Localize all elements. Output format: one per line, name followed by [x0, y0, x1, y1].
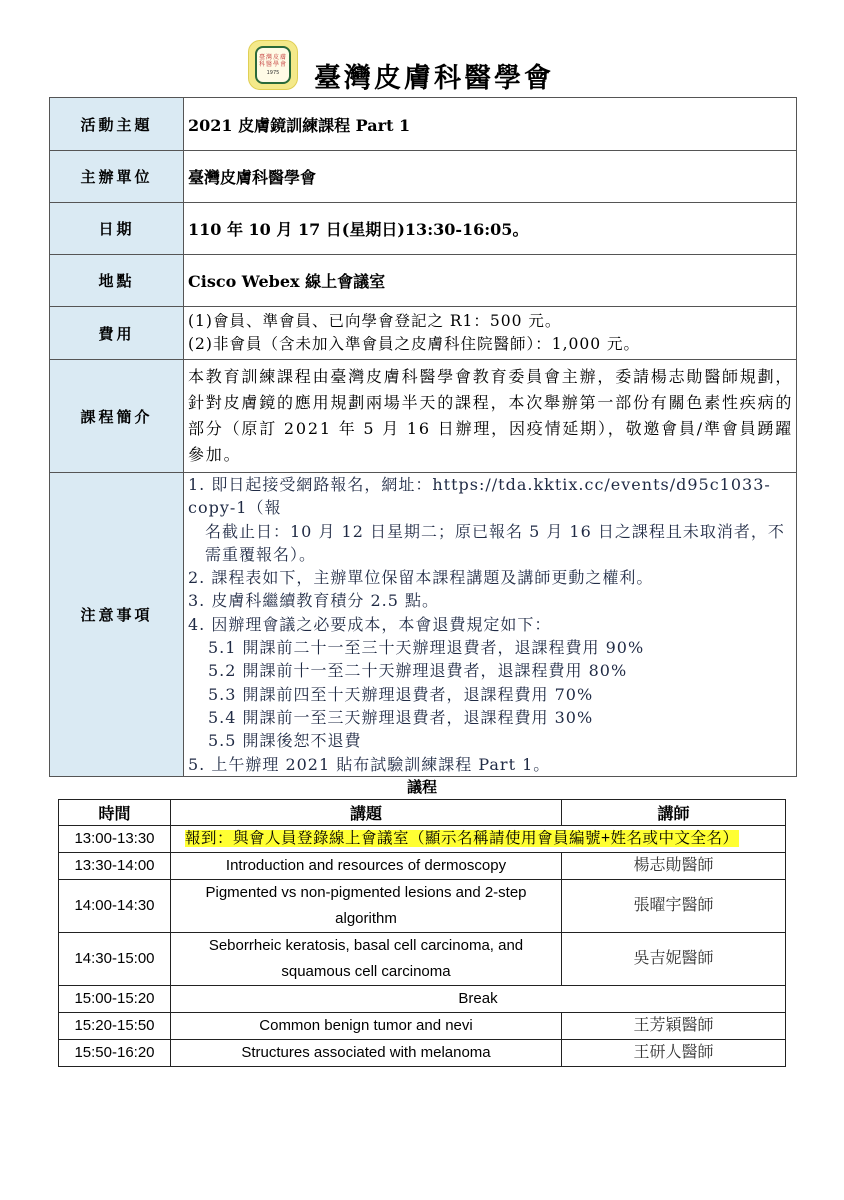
agenda-header-topic: 講題: [171, 800, 562, 826]
agenda-header-speaker: 講師: [562, 800, 786, 826]
logo-text: 臺灣皮膚 科醫學會: [258, 54, 287, 68]
agenda-row: [59, 853, 786, 880]
agenda-time: 15:00-15:20: [59, 986, 171, 1013]
agenda-row: [59, 1013, 786, 1040]
agenda-topic: Structures associated with melanoma: [171, 1040, 562, 1067]
logo-seal-inner: [255, 46, 291, 84]
agenda-speaker: 楊志勛醫師: [562, 853, 786, 880]
agenda-speaker: 張曜宇醫師: [562, 880, 786, 933]
agenda-topic: Introduction and resources of dermoscopy: [171, 853, 562, 880]
info-label-intro: 課程簡介: [50, 360, 184, 473]
note-item: 4. 因辦理會議之必要成本，本會退費規定如下：: [188, 614, 552, 634]
info-value-topic: 2021 皮膚鏡訓練課程 Part 1: [184, 98, 797, 151]
info-label-fee: 費用: [50, 307, 184, 360]
agenda-speaker: 王研人醫師: [562, 1040, 786, 1067]
agenda-row: [59, 933, 786, 986]
info-label-organizer: 主辦單位: [50, 151, 184, 203]
agenda-time: 15:20-15:50: [59, 1013, 171, 1040]
event-info-table: [49, 97, 797, 777]
info-row-date: [50, 203, 797, 255]
refund-rule: 5.1 開課前二十一至三十天辦理退費者，退課程費用 90%: [208, 638, 645, 658]
document-header: [248, 40, 568, 96]
info-value-notes: [184, 473, 797, 777]
refund-rule: 5.3 開課前四至十天辦理退費者，退課程費用 70%: [208, 684, 594, 704]
info-label-notes: 注意事項: [50, 473, 184, 777]
agenda-break: Break: [171, 986, 786, 1013]
agenda-row: [59, 880, 786, 933]
agenda-row: [59, 826, 786, 853]
fee-nonmember-line: (2)非會員（含未加入準會員之皮膚科住院醫師）：1,000 元。: [188, 335, 641, 353]
refund-rule: 5.4 開課前一至三天辦理退費者，退課程費用 30%: [208, 707, 594, 727]
fee-member-line: (1)會員、準會員、已向學會登記之 R1：500 元。: [188, 312, 562, 330]
note-item: 1. 即日起接受網路報名，網址：https://tda.kktix.cc/events/d95c1033-copy-1（報: [188, 475, 771, 518]
info-row-location: [50, 255, 797, 307]
info-row-fee: [50, 307, 797, 360]
info-label-topic: 活動主題: [50, 98, 184, 151]
agenda-speaker: 吳吉妮醫師: [562, 933, 786, 986]
agenda-speaker: 王芳穎醫師: [562, 1013, 786, 1040]
agenda-checkin-note: 報到：與會人員登錄線上會議室（顯示名稱請使用會員編號+姓名或中文全名）: [185, 830, 739, 847]
agenda-header-time: 時間: [59, 800, 171, 826]
info-row-topic: [50, 98, 797, 151]
agenda-time: 14:00-14:30: [59, 880, 171, 933]
info-row-organizer: [50, 151, 797, 203]
note-item-continued: 需重覆報名）。: [205, 544, 317, 564]
agenda-table: [58, 799, 786, 1067]
info-row-intro: [50, 360, 797, 473]
agenda-topic: Seborrheic keratosis, basal cell carcinoma, and squamous cell carcinoma: [171, 933, 562, 986]
agenda-topic: Pigmented vs non-pigmented lesions and 2-step algorithm: [171, 880, 562, 933]
refund-rule: 5.2 開課前十一至二十天辦理退費者，退課程費用 80%: [208, 661, 628, 681]
agenda-header-row: [59, 800, 786, 826]
agenda-row: [59, 986, 786, 1013]
association-seal-logo-icon: [248, 40, 298, 90]
note-item: 5. 上午辦理 2021 貼布試驗訓練課程 Part 1。: [188, 754, 551, 774]
agenda-time: 13:00-13:30: [59, 826, 171, 853]
note-item: 2. 課程表如下，主辦單位保留本課程講題及講師更動之權利。: [188, 568, 654, 588]
info-label-location: 地點: [50, 255, 184, 307]
note-item: 3. 皮膚科繼續教育積分 2.5 點。: [188, 591, 439, 611]
logo-year: 1975: [266, 70, 280, 76]
agenda-time: 14:30-15:00: [59, 933, 171, 986]
info-value-date: 110 年 10 月 17 日(星期日)13:30-16:05。: [184, 203, 797, 255]
agenda-topic: Common benign tumor and nevi: [171, 1013, 562, 1040]
info-row-notes: [50, 473, 797, 777]
info-label-date: 日期: [50, 203, 184, 255]
info-value-fee: [184, 307, 797, 360]
note-item-continued: 名截止日：10 月 12 日星期二；原已報名 5 月 16 日之課程且未取消者，不: [205, 521, 785, 541]
agenda-row: [59, 1040, 786, 1067]
agenda-time: 15:50-16:20: [59, 1040, 171, 1067]
info-value-organizer: 臺灣皮膚科醫學會: [184, 151, 797, 203]
agenda-checkin-cell: [171, 826, 786, 853]
refund-rule: 5.5 開課後恕不退費: [208, 731, 362, 751]
info-value-intro: 本教育訓練課程由臺灣皮膚科醫學會教育委員會主辦，委請楊志勛醫師規劃，針對皮膚鏡的應用規劃兩場半天的課程，本次舉辦第一部份有關色素性疾病的部分（原訂 2021 年 5 月 16 日辦理，因疫情延期），敬邀會員/準會員踴躍參加。: [184, 360, 797, 473]
agenda-time: 13:30-14:00: [59, 853, 171, 880]
agenda-title: 議程: [406, 778, 437, 796]
organization-title: 臺灣皮膚科醫學會: [314, 63, 554, 94]
info-value-location: Cisco Webex 線上會議室: [184, 255, 797, 307]
